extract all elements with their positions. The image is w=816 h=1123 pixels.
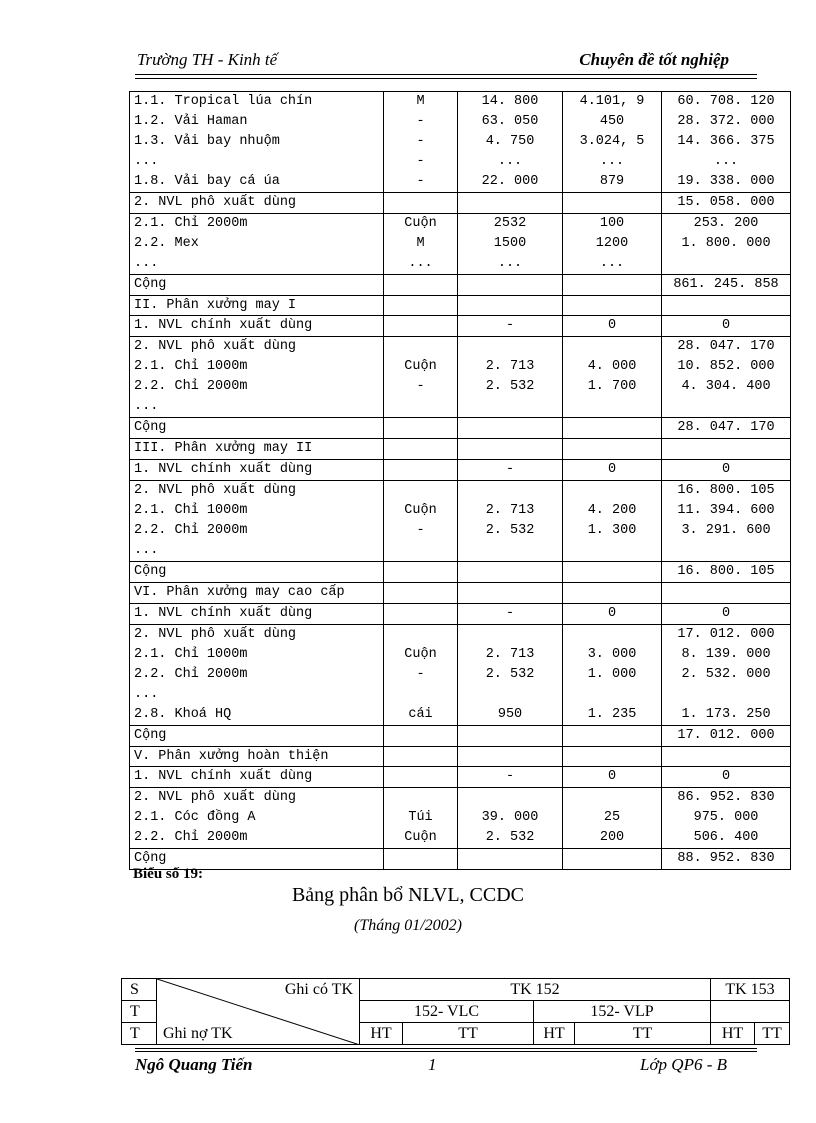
amount-cell: 17. 012. 000 <box>662 725 791 746</box>
amount-cell: 0 <box>662 603 791 624</box>
item-name-cell: ... <box>130 541 384 561</box>
stt-header-t2: T <box>122 1023 157 1045</box>
unit-cell <box>384 849 458 870</box>
quantity-cell: - <box>458 767 563 788</box>
table-row <box>130 725 791 746</box>
amount-cell <box>662 397 791 417</box>
item-name-cell: Cộng <box>130 274 384 295</box>
table-row <box>130 192 791 213</box>
table-row <box>130 541 791 561</box>
price-cell: 0 <box>563 767 662 788</box>
table-row <box>130 357 791 377</box>
price-cell: 0 <box>563 603 662 624</box>
quantity-cell: 2. 713 <box>458 501 563 521</box>
item-name-cell: 1. NVL chính xuất dùng <box>130 767 384 788</box>
page-footer <box>135 1053 757 1077</box>
item-name-cell: 1.8. Vải bay cá úa <box>130 172 384 192</box>
table-row <box>130 418 791 439</box>
table-row <box>130 603 791 624</box>
amount-cell: 11. 394. 600 <box>662 501 791 521</box>
quantity-cell: 2. 532 <box>458 521 563 541</box>
unit-cell: - <box>384 152 458 172</box>
item-name-cell: 2. NVL phô xuất dùng <box>130 624 384 644</box>
unit-cell: M <box>384 234 458 254</box>
unit-cell: - <box>384 172 458 192</box>
item-name-cell: 1.1. Tropical lúa chín <box>130 92 384 112</box>
amount-cell: ... <box>662 152 791 172</box>
quantity-cell: 2532 <box>458 213 563 233</box>
amount-cell: 88. 952. 830 <box>662 849 791 870</box>
unit-cell <box>384 418 458 439</box>
price-cell: 4. 200 <box>563 501 662 521</box>
amount-cell: 8. 139. 000 <box>662 645 791 665</box>
header-rule <box>135 74 757 75</box>
table-row <box>130 213 791 233</box>
amount-cell: 1. 800. 000 <box>662 234 791 254</box>
unit-cell <box>384 481 458 501</box>
table-row <box>130 234 791 254</box>
quantity-cell <box>458 582 563 603</box>
price-cell: 1. 235 <box>563 705 662 725</box>
item-name-cell: 2.2. Mex <box>130 234 384 254</box>
table-number: Biểu số 19: <box>133 866 204 882</box>
unit-cell: - <box>384 132 458 152</box>
unit-cell: cái <box>384 705 458 725</box>
price-cell: 1. 300 <box>563 521 662 541</box>
price-cell: 450 <box>563 112 662 132</box>
unit-cell: - <box>384 521 458 541</box>
amount-cell <box>662 439 791 460</box>
unit-cell: - <box>384 665 458 685</box>
quantity-cell: 2. 532 <box>458 377 563 397</box>
amount-cell: 3. 291. 600 <box>662 521 791 541</box>
table-row <box>130 460 791 481</box>
quantity-cell <box>458 192 563 213</box>
price-cell <box>563 582 662 603</box>
debit-account-label: Ghi nợ TK <box>163 1025 233 1042</box>
unit-cell <box>384 337 458 357</box>
quantity-cell: - <box>458 460 563 481</box>
table-row <box>130 112 791 132</box>
price-cell <box>563 295 662 316</box>
table-row <box>130 624 791 644</box>
page-header <box>135 48 759 72</box>
header-rule <box>135 78 757 79</box>
price-cell <box>563 685 662 705</box>
tk153-tt-header: TT <box>755 1023 790 1045</box>
item-name-cell: V. Phân xưởng hoàn thiện <box>130 746 384 767</box>
tk152-header: TK 152 <box>360 979 711 1001</box>
quantity-cell <box>458 746 563 767</box>
item-name-cell: 2.1. Chỉ 1000m <box>130 357 384 377</box>
unit-cell: Cuộn <box>384 213 458 233</box>
amount-cell: 16. 800. 105 <box>662 561 791 582</box>
unit-cell <box>384 767 458 788</box>
quantity-cell <box>458 788 563 808</box>
table-row <box>130 501 791 521</box>
unit-cell <box>384 746 458 767</box>
quantity-cell: 2. 532 <box>458 665 563 685</box>
table-row <box>130 337 791 357</box>
item-name-cell: Cộng <box>130 418 384 439</box>
item-name-cell: 2.8. Khoá HQ <box>130 705 384 725</box>
materials-table <box>129 91 791 870</box>
item-name-cell: III. Phân xưởng may II <box>130 439 384 460</box>
unit-cell: - <box>384 377 458 397</box>
price-cell <box>563 541 662 561</box>
table-row <box>130 172 791 192</box>
unit-cell <box>384 460 458 481</box>
quantity-cell: 2. 532 <box>458 828 563 848</box>
unit-cell <box>384 582 458 603</box>
price-cell <box>563 624 662 644</box>
unit-cell <box>384 397 458 417</box>
amount-cell <box>662 295 791 316</box>
price-cell: ... <box>563 254 662 274</box>
tk153-ht-header: HT <box>711 1023 755 1045</box>
price-cell <box>563 337 662 357</box>
quantity-cell: 950 <box>458 705 563 725</box>
item-name-cell: 2. NVL phô xuất dùng <box>130 192 384 213</box>
amount-cell: 19. 338. 000 <box>662 172 791 192</box>
quantity-cell <box>458 685 563 705</box>
amount-cell: 86. 952. 830 <box>662 788 791 808</box>
amount-cell: 1. 173. 250 <box>662 705 791 725</box>
table-row <box>130 521 791 541</box>
vlp-ht-header: HT <box>534 1023 575 1045</box>
page-number: 1 <box>428 1055 437 1074</box>
tk153-header: TK 153 <box>711 979 790 1001</box>
table-row <box>130 316 791 337</box>
item-name-cell: II. Phân xưởng may I <box>130 295 384 316</box>
vlc-tt-header: TT <box>403 1023 534 1045</box>
quantity-cell: 4. 750 <box>458 132 563 152</box>
quantity-cell <box>458 397 563 417</box>
amount-cell: 506. 400 <box>662 828 791 848</box>
price-cell: 4.101, 9 <box>563 92 662 112</box>
quantity-cell <box>458 295 563 316</box>
amount-cell: 28. 372. 000 <box>662 112 791 132</box>
vlc-header: 152- VLC <box>360 1001 534 1023</box>
table-row <box>130 132 791 152</box>
table-row <box>130 439 791 460</box>
item-name-cell: Cộng <box>130 725 384 746</box>
amount-cell: 0 <box>662 460 791 481</box>
item-name-cell: 2.2. Chỉ 2000m <box>130 521 384 541</box>
item-name-cell: ... <box>130 152 384 172</box>
stt-header-s: S <box>122 979 157 1001</box>
unit-cell <box>384 624 458 644</box>
amount-cell: 28. 047. 170 <box>662 337 791 357</box>
table-row <box>130 152 791 172</box>
price-cell <box>563 849 662 870</box>
quantity-cell <box>458 337 563 357</box>
price-cell: 879 <box>563 172 662 192</box>
amount-cell <box>662 746 791 767</box>
unit-cell <box>384 788 458 808</box>
amount-cell: 60. 708. 120 <box>662 92 791 112</box>
allocation-table <box>121 978 790 1045</box>
item-name-cell: 1. NVL chính xuất dùng <box>130 603 384 624</box>
price-cell <box>563 192 662 213</box>
table-row <box>130 705 791 725</box>
quantity-cell <box>458 274 563 295</box>
item-name-cell: 2.1. Cóc đồng A <box>130 808 384 828</box>
quantity-cell <box>458 725 563 746</box>
quantity-cell: ... <box>458 152 563 172</box>
stt-header-t1: T <box>122 1001 157 1023</box>
table-row <box>130 645 791 665</box>
item-name-cell: 2.2. Chỉ 2000m <box>130 377 384 397</box>
item-name-cell: VI. Phân xưởng may cao cấp <box>130 582 384 603</box>
tk153-blank <box>711 1001 790 1023</box>
credit-account-label: Ghi có TK <box>284 981 353 998</box>
amount-cell <box>662 541 791 561</box>
price-cell: 1200 <box>563 234 662 254</box>
price-cell <box>563 418 662 439</box>
quantity-cell: 2. 713 <box>458 645 563 665</box>
item-name-cell: 2.2. Chỉ 2000m <box>130 828 384 848</box>
unit-cell: Túi <box>384 808 458 828</box>
quantity-cell <box>458 849 563 870</box>
school-name: Trường TH - Kinh tế <box>137 50 278 69</box>
item-name-cell: 1.3. Vải bay nhuộm <box>130 132 384 152</box>
table-row <box>130 767 791 788</box>
table-row <box>130 377 791 397</box>
table-row <box>130 685 791 705</box>
price-cell <box>563 725 662 746</box>
unit-cell: Cuộn <box>384 501 458 521</box>
item-name-cell: 2.1. Chỉ 1000m <box>130 645 384 665</box>
item-name-cell: 2. NVL phô xuất dùng <box>130 481 384 501</box>
quantity-cell: - <box>458 603 563 624</box>
table-row <box>130 582 791 603</box>
price-cell <box>563 561 662 582</box>
quantity-cell <box>458 418 563 439</box>
price-cell: 3.024, 5 <box>563 132 662 152</box>
unit-cell <box>384 685 458 705</box>
table-row <box>130 254 791 274</box>
unit-cell <box>384 541 458 561</box>
table-row <box>130 828 791 848</box>
quantity-cell <box>458 439 563 460</box>
table-row <box>130 481 791 501</box>
class-name: Lớp QP6 - B <box>640 1055 727 1074</box>
vlp-header: 152- VLP <box>534 1001 711 1023</box>
amount-cell: 4. 304. 400 <box>662 377 791 397</box>
price-cell: 1. 700 <box>563 377 662 397</box>
item-name-cell: ... <box>130 685 384 705</box>
price-cell <box>563 788 662 808</box>
unit-cell <box>384 561 458 582</box>
amount-cell <box>662 685 791 705</box>
amount-cell: 253. 200 <box>662 213 791 233</box>
unit-cell: ... <box>384 254 458 274</box>
footer-rule <box>135 1051 757 1052</box>
quantity-cell: 22. 000 <box>458 172 563 192</box>
price-cell <box>563 439 662 460</box>
amount-cell: 0 <box>662 767 791 788</box>
amount-cell: 0 <box>662 316 791 337</box>
table-row <box>130 274 791 295</box>
item-name-cell: 2.2. Chỉ 2000m <box>130 665 384 685</box>
allocation-title: Bảng phân bổ NLVL, CCDC <box>291 884 525 906</box>
unit-cell: Cuộn <box>384 828 458 848</box>
unit-cell <box>384 192 458 213</box>
price-cell <box>563 481 662 501</box>
item-name-cell: ... <box>130 397 384 417</box>
allocation-period: (Tháng 01/2002) <box>354 917 462 934</box>
amount-cell <box>662 582 791 603</box>
table-row <box>130 92 791 112</box>
item-name-cell: 1.2. Vải Haman <box>130 112 384 132</box>
vlp-tt-header: TT <box>575 1023 711 1045</box>
amount-cell: 15. 058. 000 <box>662 192 791 213</box>
price-cell: ... <box>563 152 662 172</box>
price-cell: 100 <box>563 213 662 233</box>
quantity-cell: 39. 000 <box>458 808 563 828</box>
item-name-cell: 1. NVL chính xuất dùng <box>130 316 384 337</box>
price-cell: 200 <box>563 828 662 848</box>
table-row <box>130 397 791 417</box>
amount-cell <box>662 254 791 274</box>
price-cell: 0 <box>563 316 662 337</box>
table-row <box>130 849 791 870</box>
unit-cell: - <box>384 112 458 132</box>
price-cell: 0 <box>563 460 662 481</box>
price-cell: 25 <box>563 808 662 828</box>
unit-cell <box>384 439 458 460</box>
amount-cell: 975. 000 <box>662 808 791 828</box>
amount-cell: 28. 047. 170 <box>662 418 791 439</box>
item-name-cell: 1. NVL chính xuất dùng <box>130 460 384 481</box>
item-name-cell: 2. NVL phô xuất dùng <box>130 337 384 357</box>
unit-cell <box>384 274 458 295</box>
amount-cell: 17. 012. 000 <box>662 624 791 644</box>
footer-rule <box>135 1048 757 1049</box>
item-name-cell: Cộng <box>130 561 384 582</box>
quantity-cell <box>458 481 563 501</box>
account-diagonal-header <box>157 979 360 1045</box>
quantity-cell: - <box>458 316 563 337</box>
author-name: Ngô Quang Tiến <box>135 1055 253 1074</box>
unit-cell: M <box>384 92 458 112</box>
unit-cell <box>384 316 458 337</box>
quantity-cell: 14. 800 <box>458 92 563 112</box>
amount-cell: 10. 852. 000 <box>662 357 791 377</box>
table-row <box>130 788 791 808</box>
document-title: Chuyên đề tốt nghiệp <box>579 50 729 69</box>
item-name-cell: 2.1. Chỉ 2000m <box>130 213 384 233</box>
quantity-cell <box>458 561 563 582</box>
amount-cell: 2. 532. 000 <box>662 665 791 685</box>
quantity-cell: 2. 713 <box>458 357 563 377</box>
item-name-cell: 2.1. Chỉ 1000m <box>130 501 384 521</box>
item-name-cell: ... <box>130 254 384 274</box>
unit-cell: Cuộn <box>384 357 458 377</box>
price-cell: 3. 000 <box>563 645 662 665</box>
quantity-cell <box>458 624 563 644</box>
unit-cell: Cuộn <box>384 645 458 665</box>
price-cell <box>563 746 662 767</box>
quantity-cell: ... <box>458 254 563 274</box>
vlc-ht-header: HT <box>360 1023 403 1045</box>
price-cell: 4. 000 <box>563 357 662 377</box>
amount-cell: 14. 366. 375 <box>662 132 791 152</box>
price-cell <box>563 274 662 295</box>
table-row <box>130 665 791 685</box>
amount-cell: 861. 245. 858 <box>662 274 791 295</box>
materials-table-body <box>130 92 791 870</box>
amount-cell: 16. 800. 105 <box>662 481 791 501</box>
table-row <box>130 295 791 316</box>
unit-cell <box>384 603 458 624</box>
unit-cell <box>384 725 458 746</box>
unit-cell <box>384 295 458 316</box>
item-name-cell: 2. NVL phô xuất dùng <box>130 788 384 808</box>
table-row <box>130 746 791 767</box>
price-cell: 1. 000 <box>563 665 662 685</box>
quantity-cell: 1500 <box>458 234 563 254</box>
item-name-cell: Cộng <box>130 849 384 870</box>
table-row <box>130 808 791 828</box>
table-row <box>130 561 791 582</box>
price-cell <box>563 397 662 417</box>
quantity-cell <box>458 541 563 561</box>
quantity-cell: 63. 050 <box>458 112 563 132</box>
